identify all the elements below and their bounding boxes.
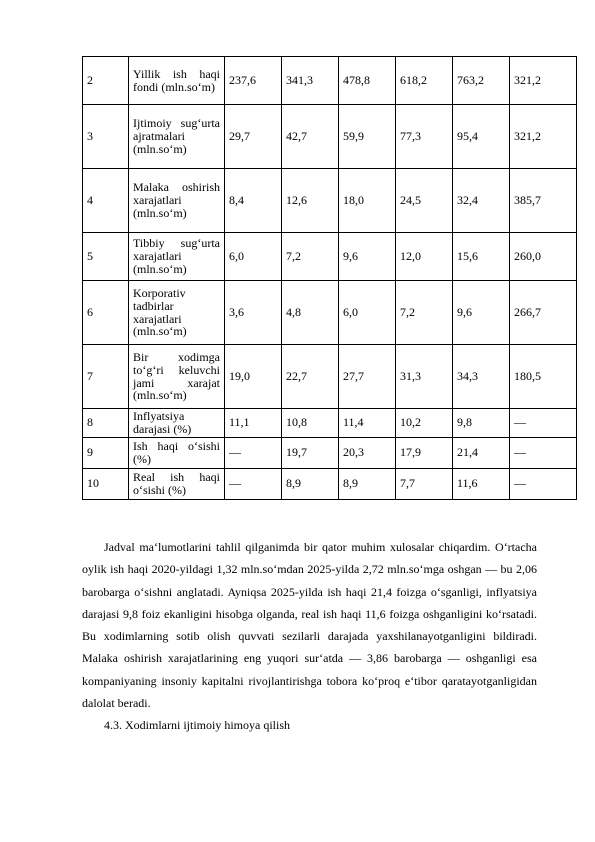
analysis-paragraph: Jadval ma‘lumotlarini tahlil qilganimda bir qator muhim xulosalar chiqardim. O‘rtacha oylik ish haqi 2020-yildagi 1,32 mln.so‘mdan 2025-yilda 2,72 mln.so‘mga oshgan — bu 2,06 barobarga o‘sishni anglatadi. Ayniqsa 2025-yilda ish haqi 21,4 foizga o‘sganligi, inflyatsiya darajasi 9,8 foiz ekanligini hisobga olganda, real ish haqi 11,6 foizga oshganligini ko‘rsatadi. Bu xodimlarning sotib olish quvvati sezilarli darajada yaxshilanayotganligini bildiradi. Malaka oshirish xarajatlarining eng yuqori sur‘atda — 3,86 barobarga — oshganligi esa kompaniyaning insoniy kapitalni rivojlantirishga tobora ko‘proq e‘tibor qaratayotganligidan dalolat beradi. — [82, 540, 537, 711]
row-number: 3 — [83, 105, 129, 169]
table-cell: 8,9 — [339, 468, 396, 499]
table-cell: 31,3 — [396, 345, 453, 409]
table-cell: 8,9 — [282, 468, 339, 499]
table-cell: — — [510, 437, 577, 468]
table-cell: 10,8 — [282, 409, 339, 438]
row-label: Ijtimoiy sug‘urta ajratmalari (mln.so‘m) — [129, 105, 225, 169]
table-cell: 11,6 — [453, 468, 510, 499]
table-row — [83, 281, 577, 345]
row-number: 6 — [83, 281, 129, 345]
table-cell: 763,2 — [453, 57, 510, 105]
table-cell: 15,6 — [453, 233, 510, 281]
row-number: 9 — [83, 437, 129, 468]
table-cell: 12,6 — [282, 169, 339, 233]
table-cell: — — [510, 468, 577, 499]
table-cell: 19,0 — [225, 345, 282, 409]
table-cell: 27,7 — [339, 345, 396, 409]
table-cell: 42,7 — [282, 105, 339, 169]
table-body — [83, 57, 577, 500]
table-cell: 237,6 — [225, 57, 282, 105]
row-number: 8 — [83, 409, 129, 438]
row-number: 2 — [83, 57, 129, 105]
table-cell: 11,4 — [339, 409, 396, 438]
table-cell: 7,2 — [282, 233, 339, 281]
table-row — [83, 409, 577, 438]
table-cell: 385,7 — [510, 169, 577, 233]
section-heading: 4.3. Xodimlarni ijtimoiy himoya qilish — [104, 718, 290, 733]
row-label: Malaka oshirish xarajatlari (mln.so‘m) — [129, 169, 225, 233]
table-cell: 77,3 — [396, 105, 453, 169]
table-cell: 618,2 — [396, 57, 453, 105]
table-cell: 22,7 — [282, 345, 339, 409]
table-cell: 21,4 — [453, 437, 510, 468]
row-number: 4 — [83, 169, 129, 233]
table-cell: 180,5 — [510, 345, 577, 409]
row-label: Korporativ tadbirlar xarajatlari (mln.so‘m) — [129, 281, 225, 345]
table-cell: 3,6 — [225, 281, 282, 345]
table-cell: 478,8 — [339, 57, 396, 105]
table-cell: — — [510, 409, 577, 438]
table-cell: — — [225, 437, 282, 468]
table-cell: 19,7 — [282, 437, 339, 468]
row-number: 10 — [83, 468, 129, 499]
table-cell: 11,1 — [225, 409, 282, 438]
table-cell: 8,4 — [225, 169, 282, 233]
table-cell: 34,3 — [453, 345, 510, 409]
table-cell: 18,0 — [339, 169, 396, 233]
table-cell: 9,6 — [339, 233, 396, 281]
row-label: Ish haqi o‘sishi (%) — [129, 437, 225, 468]
row-label: Yillik ish haqi fondi (mln.so‘m) — [129, 57, 225, 105]
table-cell: 260,0 — [510, 233, 577, 281]
table-cell: 341,3 — [282, 57, 339, 105]
table-row — [83, 105, 577, 169]
table-cell: 29,7 — [225, 105, 282, 169]
table-row — [83, 233, 577, 281]
table-row — [83, 437, 577, 468]
table-cell: 9,8 — [453, 409, 510, 438]
table-row — [83, 57, 577, 105]
table-cell: 17,9 — [396, 437, 453, 468]
row-number: 5 — [83, 233, 129, 281]
table-cell: 9,6 — [453, 281, 510, 345]
table-cell: — — [225, 468, 282, 499]
row-number: 7 — [83, 345, 129, 409]
table-cell: 321,2 — [510, 57, 577, 105]
row-label: Tibbiy sug‘urta xarajatlari (mln.so‘m) — [129, 233, 225, 281]
table-cell: 321,2 — [510, 105, 577, 169]
table-cell: 7,2 — [396, 281, 453, 345]
body-text — [82, 536, 537, 737]
table-row — [83, 345, 577, 409]
table-cell: 7,7 — [396, 468, 453, 499]
table-cell: 12,0 — [396, 233, 453, 281]
row-label: Inflyatsiya darajasi (%) — [129, 409, 225, 438]
row-label: Real ish haqi o‘sishi (%) — [129, 468, 225, 499]
table-cell: 24,5 — [396, 169, 453, 233]
table-cell: 95,4 — [453, 105, 510, 169]
table-cell: 4,8 — [282, 281, 339, 345]
table-cell: 20,3 — [339, 437, 396, 468]
table-row — [83, 169, 577, 233]
table-cell: 32,4 — [453, 169, 510, 233]
table-cell: 266,7 — [510, 281, 577, 345]
table-row — [83, 468, 577, 499]
row-label: Bir xodimga to‘g‘ri keluvchi jami xarajat (mln.so‘m) — [129, 345, 225, 409]
table-cell: 10,2 — [396, 409, 453, 438]
table-cell: 6,0 — [225, 233, 282, 281]
table-cell: 6,0 — [339, 281, 396, 345]
table-cell: 59,9 — [339, 105, 396, 169]
data-table — [82, 56, 577, 500]
